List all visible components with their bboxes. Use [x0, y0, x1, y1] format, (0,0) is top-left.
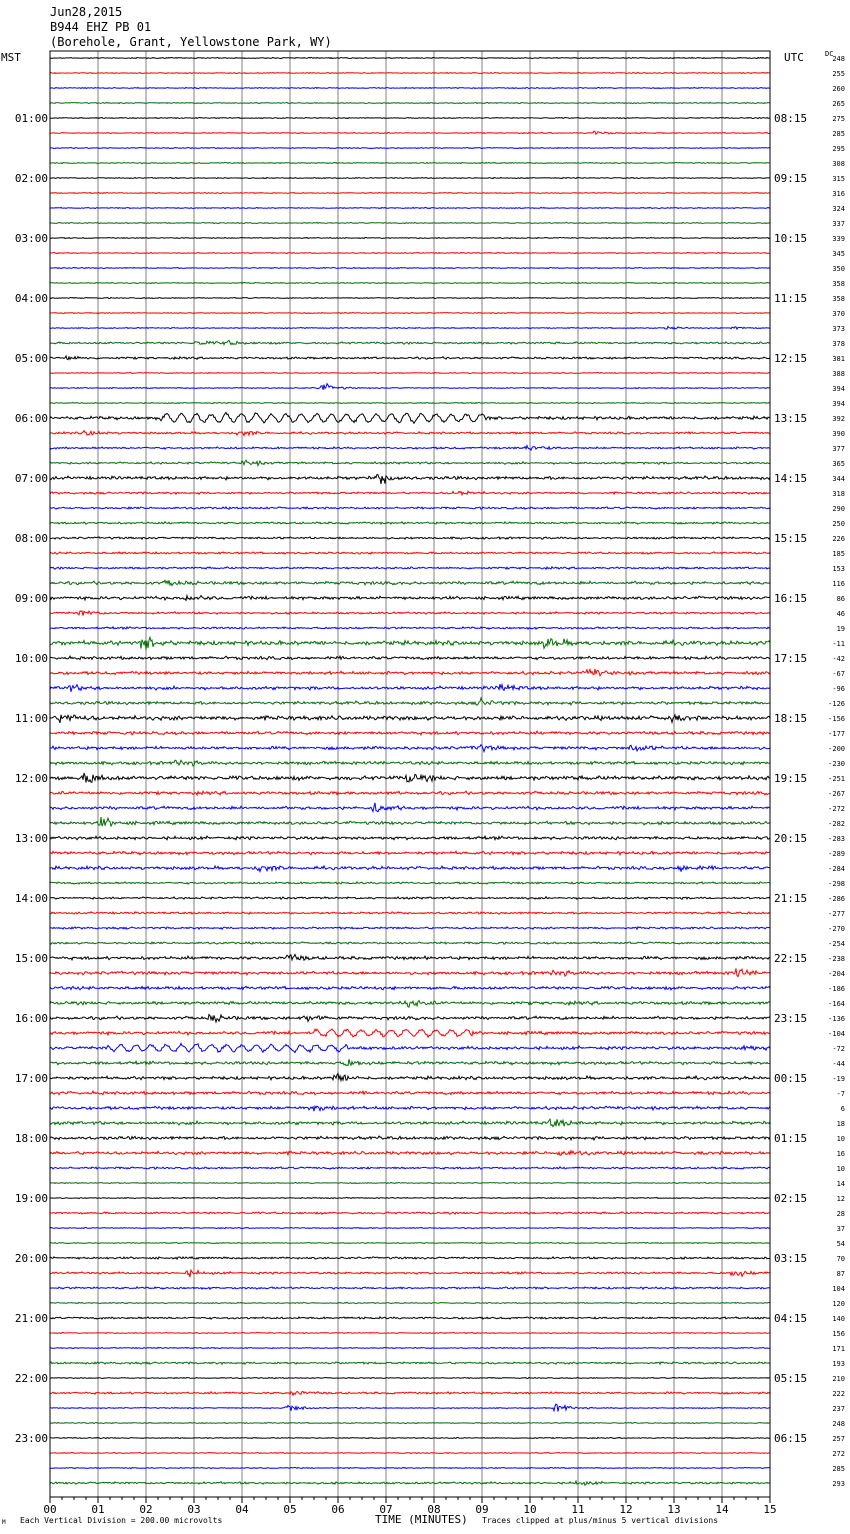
seismic-trace-66 — [50, 1043, 770, 1052]
dc-offset-label: 10 — [836, 1165, 845, 1173]
right-hour-label: 17:15 — [774, 652, 808, 665]
dc-offset-label: 226 — [832, 535, 845, 543]
dc-offset-label: -200 — [828, 745, 845, 753]
dc-offset-label: 86 — [836, 595, 845, 603]
dc-offset-label: -42 — [832, 655, 845, 663]
seismic-trace-43 — [50, 698, 770, 705]
x-tick-label: 06 — [331, 1503, 345, 1516]
seismic-trace-80 — [50, 1257, 770, 1260]
dc-offset-label: -289 — [828, 850, 845, 858]
seismic-trace-69 — [50, 1091, 770, 1095]
right-hour-label: 22:15 — [774, 952, 808, 965]
left-hour-label: 13:00 — [14, 832, 48, 845]
right-hour-label: 04:15 — [774, 1312, 808, 1325]
left-hour-label: 22:00 — [14, 1372, 48, 1385]
right-hour-label: 01:15 — [774, 1132, 808, 1145]
right-hour-label: 18:15 — [774, 712, 808, 725]
seismic-trace-40 — [50, 656, 770, 660]
seismic-trace-2 — [50, 87, 770, 88]
dc-offset-label: 392 — [832, 415, 845, 423]
left-hour-labels — [15, 112, 48, 1445]
seismic-trace-47 — [50, 760, 770, 766]
right-hour-label: 10:15 — [774, 232, 808, 245]
dc-offset-label: 248 — [832, 55, 845, 63]
dc-offset-label: -251 — [828, 775, 845, 783]
seismic-trace-86 — [50, 1347, 770, 1348]
seismic-trace-7 — [50, 162, 770, 163]
seismic-trace-29 — [50, 491, 770, 495]
dc-offset-label: 257 — [832, 1435, 845, 1443]
left-hour-label: 08:00 — [14, 532, 48, 545]
right-hour-label: 08:15 — [774, 112, 808, 125]
dc-offset-label: 316 — [832, 190, 845, 198]
dc-offset-label: 116 — [832, 580, 845, 588]
seismic-trace-26 — [50, 446, 770, 451]
dc-offset-label: -11 — [832, 640, 845, 648]
right-hour-label: 15:15 — [774, 532, 808, 545]
dc-offset-label: 10 — [836, 1135, 845, 1143]
left-hour-label: 21:00 — [14, 1312, 48, 1325]
left-hour-label: 15:00 — [14, 952, 48, 965]
dc-offset-label: -238 — [828, 955, 845, 963]
left-hour-label: 04:00 — [14, 292, 48, 305]
dc-offset-label: 344 — [832, 475, 845, 483]
left-hour-label: 05:00 — [14, 352, 48, 365]
seismic-trace-95 — [50, 1481, 770, 1485]
dc-offset-label: 185 — [832, 550, 845, 558]
clip-note: Traces clipped at plus/minus 5 vertical divisions — [482, 1516, 719, 1525]
right-hour-label: 05:15 — [774, 1372, 808, 1385]
dc-offset-label: -254 — [828, 940, 845, 948]
seismic-trace-82 — [50, 1287, 770, 1289]
dc-offset-label: 70 — [836, 1255, 845, 1263]
dc-offset-label: 358 — [832, 280, 845, 288]
x-tick-label: 03 — [187, 1503, 201, 1516]
scale-note: Each Vertical Division = 200.00 microvolts — [20, 1516, 223, 1525]
right-hour-label: 23:15 — [774, 1012, 808, 1025]
x-axis-title: TIME (MINUTES) — [375, 1513, 468, 1526]
x-tick-label: 15 — [763, 1503, 777, 1516]
dc-offset-label: -126 — [828, 700, 845, 708]
seismic-trace-4 — [50, 117, 770, 118]
right-hour-label: 03:15 — [774, 1252, 808, 1265]
logo-mark: M — [2, 1519, 6, 1526]
left-hour-label: 11:00 — [14, 712, 48, 725]
seismic-trace-13 — [50, 252, 770, 253]
seismic-trace-85 — [50, 1332, 770, 1333]
dc-offset-label: 345 — [832, 250, 845, 258]
x-tick-label: 01 — [91, 1503, 105, 1516]
seismic-trace-58 — [50, 927, 770, 929]
left-hour-label: 01:00 — [14, 112, 48, 125]
seismic-trace-52 — [50, 836, 770, 840]
left-hour-label: 20:00 — [14, 1252, 48, 1265]
seismic-trace-5 — [50, 131, 770, 134]
seismic-trace-62 — [50, 986, 770, 990]
seismic-trace-61 — [50, 968, 770, 976]
left-hour-label: 07:00 — [14, 472, 48, 485]
dc-offset-label: 153 — [832, 565, 845, 573]
dc-offset-label: 295 — [832, 145, 845, 153]
seismic-trace-89 — [50, 1391, 770, 1395]
x-tick-label: 10 — [523, 1503, 537, 1516]
dc-offset-label: 293 — [832, 1480, 845, 1488]
right-hour-labels — [774, 112, 807, 1445]
seismic-trace-73 — [50, 1151, 770, 1156]
x-tick-label: 11 — [571, 1503, 585, 1516]
dc-offset-label: -186 — [828, 985, 845, 993]
seismic-trace-68 — [50, 1073, 770, 1080]
dc-offset-label: 315 — [832, 175, 845, 183]
right-hour-label: 13:15 — [774, 412, 808, 425]
seismic-trace-94 — [50, 1467, 770, 1468]
seismic-trace-77 — [50, 1212, 770, 1214]
seismic-trace-67 — [50, 1059, 770, 1065]
header-location: (Borehole, Grant, Yellowstone Park, WY) — [50, 35, 332, 49]
dc-offset-label: -164 — [828, 1000, 845, 1008]
header-date: Jun28,2015 — [50, 5, 123, 19]
right-hour-label: 19:15 — [774, 772, 808, 785]
seismic-trace-11 — [50, 222, 770, 223]
dc-offset-label: -270 — [828, 925, 845, 933]
left-hour-label: 09:00 — [14, 592, 48, 605]
seismic-trace-90 — [50, 1404, 770, 1411]
right-hour-label: 21:15 — [774, 892, 808, 905]
dc-offset-label: 140 — [832, 1315, 845, 1323]
seismic-trace-88 — [50, 1377, 770, 1378]
dc-offset-label: -230 — [828, 760, 845, 768]
left-hour-label: 18:00 — [14, 1132, 48, 1145]
seismic-trace-37 — [50, 611, 770, 616]
x-tick-label: 07 — [379, 1503, 393, 1516]
dc-offset-label: 14 — [836, 1180, 845, 1188]
dc-offset-label: -298 — [828, 880, 845, 888]
seismic-trace-32 — [50, 537, 770, 539]
seismic-trace-74 — [50, 1167, 770, 1170]
seismic-trace-6 — [50, 147, 770, 148]
right-timezone-label: UTC — [784, 51, 804, 64]
x-tick-label: 02 — [139, 1503, 153, 1516]
dc-offset-label: -272 — [828, 805, 845, 813]
dc-offset-label: -277 — [828, 910, 845, 918]
right-hour-label: 00:15 — [774, 1072, 808, 1085]
seismic-trace-87 — [50, 1362, 770, 1364]
seismic-trace-41 — [50, 669, 770, 676]
x-tick-label: 04 — [235, 1503, 249, 1516]
dc-offset-label: 337 — [832, 220, 845, 228]
seismic-trace-16 — [50, 297, 770, 298]
seismic-trace-56 — [50, 897, 770, 900]
left-hour-label: 10:00 — [14, 652, 48, 665]
dc-offset-label: 308 — [832, 160, 845, 168]
seismic-trace-1 — [50, 72, 770, 73]
dc-offset-label: 28 — [836, 1210, 845, 1218]
dc-offset-label: 46 — [836, 610, 845, 618]
seismic-trace-79 — [50, 1242, 770, 1243]
dc-offset-label: 370 — [832, 310, 845, 318]
dc-offset-label: -286 — [828, 895, 845, 903]
x-tick-label: 08 — [427, 1503, 441, 1516]
dc-offset-label: 394 — [832, 400, 845, 408]
dc-offset-label: -282 — [828, 820, 845, 828]
dc-offset-label: -7 — [836, 1090, 845, 1098]
seismic-trace-78 — [50, 1227, 770, 1228]
seismic-trace-38 — [50, 627, 770, 629]
dc-offset-label: -177 — [828, 730, 845, 738]
left-hour-label: 12:00 — [14, 772, 48, 785]
dc-offset-label: 275 — [832, 115, 845, 123]
seismic-trace-65 — [50, 1029, 770, 1037]
dc-offset-label: 285 — [832, 130, 845, 138]
dc-offset-label: 171 — [832, 1345, 845, 1353]
left-timezone-label: MST — [1, 51, 21, 64]
left-hour-label: 17:00 — [14, 1072, 48, 1085]
left-hour-label: 19:00 — [14, 1192, 48, 1205]
seismic-trace-53 — [50, 851, 770, 855]
left-hour-label: 23:00 — [14, 1432, 48, 1445]
seismic-trace-57 — [50, 912, 770, 915]
seismic-trace-45 — [50, 731, 770, 735]
seismic-trace-49 — [50, 791, 770, 795]
seismic-trace-35 — [50, 580, 770, 585]
x-tick-label: 00 — [43, 1503, 57, 1516]
header-station: B944 EHZ PB 01 — [50, 20, 152, 34]
dc-offset-label: 237 — [832, 1405, 845, 1413]
seismic-trace-21 — [50, 372, 770, 373]
dc-offset-labels — [828, 55, 845, 1488]
seismic-trace-8 — [50, 177, 770, 178]
left-hour-label: 02:00 — [14, 172, 48, 185]
dc-offset-label: 390 — [832, 430, 845, 438]
seismic-trace-63 — [50, 1001, 770, 1008]
seismic-trace-36 — [50, 596, 770, 601]
seismic-trace-91 — [50, 1422, 770, 1423]
dc-offset-label: 54 — [836, 1240, 845, 1248]
dc-offset-label: 87 — [836, 1270, 845, 1278]
right-hour-label: 06:15 — [774, 1432, 808, 1445]
dc-offset-header: DC — [825, 50, 834, 58]
seismic-trace-75 — [50, 1182, 770, 1183]
dc-offset-label: 290 — [832, 505, 845, 513]
dc-offset-label: 193 — [832, 1360, 845, 1368]
dc-offset-label: 222 — [832, 1390, 845, 1398]
right-hour-label: 16:15 — [774, 592, 808, 605]
seismic-trace-39 — [50, 637, 770, 649]
dc-offset-label: 373 — [832, 325, 845, 333]
dc-offset-label: 19 — [836, 625, 845, 633]
dc-offset-label: 272 — [832, 1450, 845, 1458]
seismic-trace-34 — [50, 567, 770, 570]
seismic-trace-23 — [50, 402, 770, 403]
seismic-trace-17 — [50, 312, 770, 313]
dc-offset-label: -283 — [828, 835, 845, 843]
dc-offset-label: 394 — [832, 385, 845, 393]
seismic-trace-9 — [50, 192, 770, 193]
seismic-trace-46 — [50, 745, 770, 752]
dc-offset-label: 260 — [832, 85, 845, 93]
seismic-trace-92 — [50, 1437, 770, 1438]
dc-offset-label: 365 — [832, 460, 845, 468]
left-hour-label: 06:00 — [14, 412, 48, 425]
dc-offset-label: -96 — [832, 685, 845, 693]
right-hour-label: 12:15 — [774, 352, 808, 365]
dc-offset-label: -104 — [828, 1030, 845, 1038]
seismic-trace-18 — [50, 327, 770, 330]
dc-offset-label: 381 — [832, 355, 845, 363]
dc-offset-label: -284 — [828, 865, 845, 873]
seismic-trace-44 — [50, 715, 770, 723]
dc-offset-label: 377 — [832, 445, 845, 453]
dc-offset-label: 358 — [832, 295, 845, 303]
dc-offset-label: 16 — [836, 1150, 845, 1158]
dc-offset-label: 250 — [832, 520, 845, 528]
right-hour-label: 09:15 — [774, 172, 808, 185]
seismic-trace-76 — [50, 1197, 770, 1198]
x-tick-label: 09 — [475, 1503, 489, 1516]
dc-offset-label: 378 — [832, 340, 845, 348]
seismic-trace-50 — [50, 803, 770, 812]
seismic-trace-28 — [50, 475, 770, 485]
seismic-trace-22 — [50, 384, 770, 390]
dc-offset-label: -72 — [832, 1045, 845, 1053]
dc-offset-label: 318 — [832, 490, 845, 498]
seismic-trace-14 — [50, 267, 770, 268]
left-hour-label: 16:00 — [14, 1012, 48, 1025]
seismic-trace-84 — [50, 1317, 770, 1319]
seismic-trace-60 — [50, 954, 770, 960]
seismic-trace-19 — [50, 340, 770, 344]
dc-offset-label: 350 — [832, 265, 845, 273]
seismic-trace-55 — [50, 882, 770, 884]
dc-offset-label: -67 — [832, 670, 845, 678]
dc-offset-label: 265 — [832, 100, 845, 108]
seismic-trace-71 — [50, 1119, 770, 1127]
seismic-traces — [50, 57, 770, 1485]
seismic-trace-10 — [50, 207, 770, 208]
seismic-trace-25 — [50, 431, 770, 436]
dc-offset-label: 248 — [832, 1420, 845, 1428]
x-tick-label: 13 — [667, 1503, 681, 1516]
seismic-trace-30 — [50, 507, 770, 509]
right-hour-label: 20:15 — [774, 832, 808, 845]
dc-offset-label: 285 — [832, 1465, 845, 1473]
seismic-trace-72 — [50, 1136, 770, 1140]
seismic-trace-0 — [50, 57, 770, 58]
dc-offset-label: 12 — [836, 1195, 845, 1203]
dc-offset-label: 210 — [832, 1375, 845, 1383]
dc-offset-label: 324 — [832, 205, 845, 213]
left-hour-label: 14:00 — [14, 892, 48, 905]
seismic-trace-83 — [50, 1302, 770, 1303]
seismic-trace-27 — [50, 460, 770, 465]
dc-offset-label: -156 — [828, 715, 845, 723]
x-tick-label: 05 — [283, 1503, 297, 1516]
dc-offset-label: -267 — [828, 790, 845, 798]
seismic-trace-33 — [50, 552, 770, 554]
dc-offset-label: 255 — [832, 70, 845, 78]
seismic-trace-70 — [50, 1106, 770, 1111]
dc-offset-label: 120 — [832, 1300, 845, 1308]
left-hour-label: 03:00 — [14, 232, 48, 245]
seismic-trace-64 — [50, 1015, 770, 1023]
seismic-trace-59 — [50, 942, 770, 944]
seismic-trace-15 — [50, 282, 770, 283]
x-tick-label: 12 — [619, 1503, 633, 1516]
seismic-trace-81 — [50, 1270, 770, 1277]
dc-offset-label: 388 — [832, 370, 845, 378]
dc-offset-label: 6 — [840, 1105, 845, 1113]
right-hour-label: 11:15 — [774, 292, 808, 305]
seismic-trace-20 — [50, 356, 770, 360]
seismic-trace-54 — [50, 866, 770, 872]
x-tick-label: 14 — [715, 1503, 729, 1516]
dc-offset-label: 37 — [836, 1225, 845, 1233]
seismic-trace-31 — [50, 522, 770, 525]
dc-offset-label: 339 — [832, 235, 845, 243]
seismic-trace-42 — [50, 684, 770, 692]
seismic-trace-48 — [50, 773, 770, 783]
seismic-trace-24 — [50, 412, 770, 423]
dc-offset-label: -44 — [832, 1060, 845, 1068]
dc-offset-label: -19 — [832, 1075, 845, 1083]
seismic-trace-3 — [50, 102, 770, 103]
dc-offset-label: 156 — [832, 1330, 845, 1338]
dc-offset-label: -136 — [828, 1015, 845, 1023]
dc-offset-label: 18 — [836, 1120, 845, 1128]
right-hour-label: 14:15 — [774, 472, 808, 485]
seismic-trace-93 — [50, 1452, 770, 1453]
dc-offset-label: 104 — [832, 1285, 845, 1293]
right-hour-label: 02:15 — [774, 1192, 808, 1205]
seismic-trace-12 — [50, 237, 770, 238]
dc-offset-label: -204 — [828, 970, 845, 978]
seismic-trace-51 — [50, 817, 770, 826]
